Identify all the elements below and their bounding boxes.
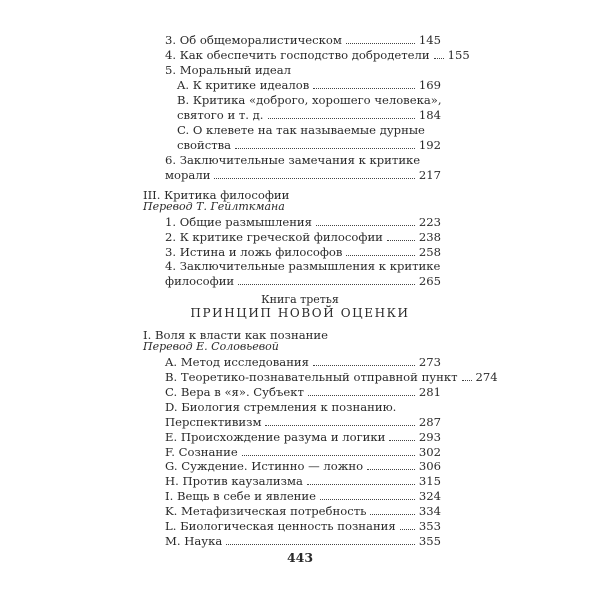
toc-entry — [165, 534, 441, 549]
entry-title-cont: свойства — [177, 138, 232, 152]
entry-page: 145 — [418, 33, 441, 47]
toc-entry — [165, 385, 441, 400]
dot-leader — [308, 395, 415, 396]
entry-title: 3. Об общеморалистическом — [165, 33, 342, 47]
dot-leader — [387, 240, 415, 241]
entry-page: 223 — [418, 215, 441, 229]
entry-title: A. К критике идеалов — [177, 78, 310, 92]
toc-entry — [165, 519, 441, 534]
toc-entry — [165, 445, 441, 460]
dot-leader — [320, 499, 415, 500]
dot-leader — [242, 455, 415, 456]
translator-credit: Перевод Е. Соловьевой — [143, 340, 279, 353]
entry-title: 4. Как обеспечить господство добродетели — [165, 48, 430, 62]
entry-title: I. Вещь в себе и явление — [165, 489, 316, 503]
entry-page: 281 — [418, 385, 441, 399]
toc-entry — [165, 355, 441, 370]
toc-entry — [177, 123, 441, 153]
toc-entry — [165, 504, 441, 519]
entry-title: B. Критика «доброго, хорошего человека», — [177, 93, 442, 107]
entry-title: H. Против каузализма — [165, 474, 303, 488]
toc-entry — [165, 259, 441, 289]
toc-entry — [165, 215, 441, 230]
book-label: Книга третья — [261, 293, 339, 306]
entry-page: 192 — [418, 138, 441, 152]
entry-title: 2. К критике греческой философии — [165, 230, 383, 244]
book-title: ПРИНЦИП НОВОЙ ОЦЕНКИ — [190, 306, 410, 320]
entry-page: 155 — [447, 48, 470, 62]
entry-title: 6. Заключительные замечания к критике — [165, 153, 421, 167]
entry-title: C. О клевете на так называемые дурные — [177, 123, 425, 137]
dot-leader — [370, 514, 414, 515]
dot-leader — [235, 148, 415, 149]
entry-page: 169 — [418, 78, 441, 92]
toc-entry — [165, 370, 498, 385]
entry-title: C. Вера в «я». Субъект — [165, 385, 304, 399]
translator-credit: Перевод Т. Гейлткмана — [143, 200, 285, 213]
toc-entry — [177, 78, 441, 93]
toc-entry — [165, 430, 441, 445]
section-title: III. Критика философии — [143, 188, 290, 202]
toc-entry — [165, 33, 441, 48]
dot-leader — [214, 178, 414, 179]
entry-title: A. Метод исследования — [165, 355, 309, 369]
toc-entry — [165, 245, 441, 260]
entry-title: B. Теоретико-познавательный отправной пункт — [165, 370, 458, 384]
entry-title: 4. Заключительные размышления к критике — [165, 259, 441, 273]
page-number: 443 — [286, 550, 314, 565]
entry-page: 353 — [418, 519, 441, 533]
entry-title-cont: святого и т. д. — [177, 108, 264, 122]
entry-page: 273 — [418, 355, 441, 369]
entry-page: 258 — [418, 245, 441, 259]
entry-title: D. Биология стремления к познанию. — [165, 400, 397, 414]
toc-entry — [165, 474, 441, 489]
dot-leader — [226, 544, 415, 545]
toc-entry — [165, 400, 441, 430]
toc-entry — [165, 230, 441, 245]
entry-page: 293 — [418, 430, 441, 444]
toc-entry — [165, 153, 441, 183]
entry-title: M. Наука — [165, 534, 223, 548]
dot-leader — [434, 58, 444, 59]
entry-title: F. Сознание — [165, 445, 238, 459]
entry-page: 265 — [418, 274, 441, 288]
toc-entry — [165, 48, 470, 63]
dot-leader — [268, 118, 415, 119]
entry-page: 324 — [418, 489, 441, 503]
entry-page: 355 — [418, 534, 441, 548]
toc-entry — [177, 93, 441, 123]
entry-page: 302 — [418, 445, 441, 459]
entry-title-cont: морали — [165, 168, 211, 182]
entry-title: E. Происхождение разума и логики — [165, 430, 386, 444]
toc-entry — [165, 63, 441, 78]
entry-title: G. Суждение. Истинно — ложно — [165, 459, 364, 473]
dot-leader — [346, 255, 414, 256]
entry-page: 274 — [475, 370, 498, 384]
entry-title: 3. Истина и ложь философов — [165, 245, 343, 259]
dot-leader — [367, 469, 415, 470]
entry-page: 287 — [418, 415, 441, 429]
entry-page: 238 — [418, 230, 441, 244]
dot-leader — [307, 484, 415, 485]
dot-leader — [313, 88, 415, 89]
entry-page: 315 — [418, 474, 441, 488]
section-title: I. Воля к власти как познание — [143, 328, 328, 342]
toc-entry — [165, 459, 441, 474]
dot-leader — [462, 380, 472, 381]
dot-leader — [389, 440, 414, 441]
toc-entry — [165, 489, 441, 504]
entry-title: 5. Моральный идеал — [165, 63, 291, 77]
entry-title: 1. Общие размышления — [165, 215, 312, 229]
entry-page: 217 — [418, 168, 441, 182]
entry-title: L. Биологическая ценность познания — [165, 519, 396, 533]
dot-leader — [400, 529, 415, 530]
entry-title: K. Метафизическая потребность — [165, 504, 367, 518]
dot-leader — [313, 365, 415, 366]
entry-title-cont: философии — [165, 274, 235, 288]
entry-page: 306 — [418, 459, 441, 473]
entry-page: 184 — [418, 108, 441, 122]
dot-leader — [265, 425, 414, 426]
dot-leader — [316, 225, 415, 226]
dot-leader — [346, 43, 415, 44]
entry-title-cont: Перспективизм — [165, 415, 262, 429]
entry-page: 334 — [418, 504, 441, 518]
dot-leader — [238, 284, 415, 285]
